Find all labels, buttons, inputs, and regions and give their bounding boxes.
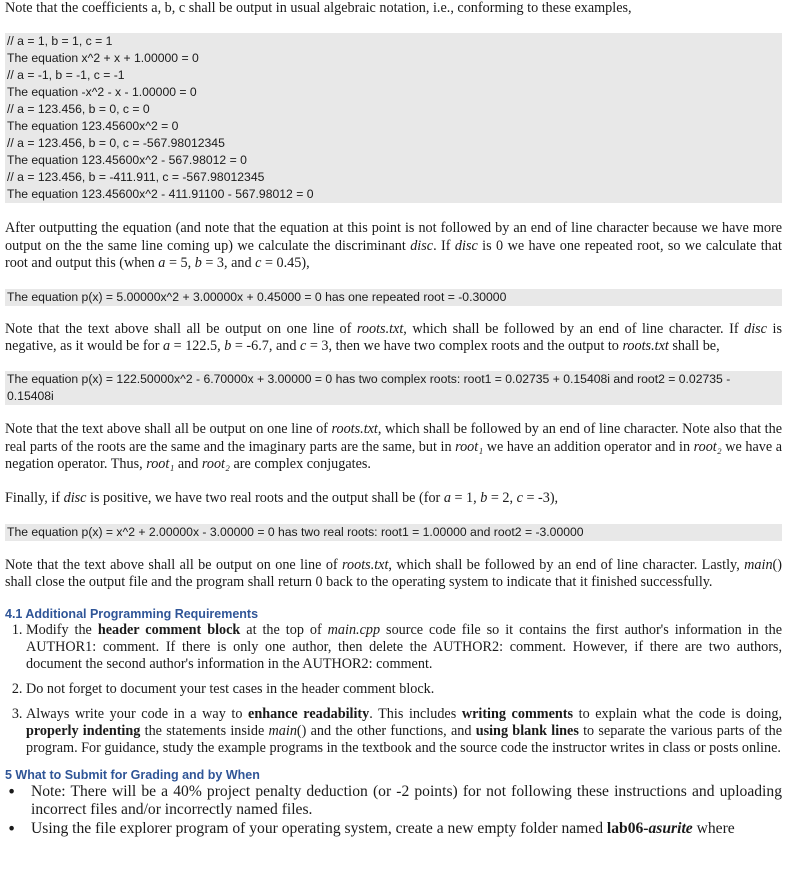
text-run: . If (433, 237, 455, 254)
list-item (31, 820, 782, 839)
code-line: The equation p(x) = x^2 + 2.00000x - 3.00000 = 0 has two real roots: root1 = 1.00000 and root2 = -3.00000 (7, 525, 584, 540)
text-run: root₂ (201, 456, 230, 473)
text-run: , which shall be followed by an end of line character. Note also that the real parts of the roots are the same and the imaginary parts are the same, but in (5, 421, 783, 455)
text-run: shall be, (668, 338, 720, 355)
text-run: lab06- (606, 819, 649, 837)
text-run: = 5, (165, 255, 195, 272)
text-run: = 122.5, (170, 338, 225, 355)
text-run: Note that the text above shall all be output on one line of (5, 421, 332, 438)
text-run: a (163, 338, 171, 355)
text-run: root₁ (455, 438, 484, 455)
conjugates-paragraph (5, 421, 782, 473)
code-line: The equation 123.45600x^2 - 411.91100 - 567.98012 = 0 (7, 187, 314, 202)
text-run: source code file so it contains the first author's information in the AUTHOR1: comment. If there is only one author, then delete the AUTHOR2: comment. However, if there are two authors, document the second author's information in the AUTHOR2: comment. (26, 621, 782, 672)
repeated-root-code-block (5, 289, 782, 306)
text-run: a (443, 489, 451, 506)
text-run: root₁ (146, 456, 175, 473)
text-run: = 0.45), (261, 255, 310, 272)
code-line: The equation 123.45600x^2 - 567.98012 = 0 (7, 153, 247, 168)
text-run: properly indenting (26, 722, 141, 739)
text-run: main (268, 722, 297, 739)
text-run: roots.txt (622, 338, 669, 355)
text-run: = 2, (487, 489, 517, 506)
text-run: is negative, as it would be for (5, 320, 782, 355)
list-item: • Note: There will be a 40% project penalty deduction (or -2 points) for not following these instructions and uploading incorrect files and/or incorrectly named files. (31, 783, 782, 820)
section-heading-5: 5 What to Submit for Grading and by When (5, 767, 260, 782)
text-run: () and the other functions, and (296, 722, 476, 739)
text-run: = -6.7, and (231, 338, 300, 355)
complex-paragraph (5, 321, 782, 356)
code-line: The equation 123.45600x^2 = 0 (7, 119, 179, 134)
text-run: After outputting the equation (and note that the equation at this point is not followed by an end of line character because we have more output on the the same line coming up) we calculate the discriminant (5, 220, 782, 254)
text-run: disc (63, 489, 87, 506)
text-run: a (158, 255, 166, 272)
text-run: c (516, 489, 523, 506)
code-line: // a = 123.456, b = 0, c = 0 (7, 102, 150, 117)
text-run: using blank lines (475, 722, 579, 739)
text-run: disc (410, 237, 434, 254)
code-line: // a = -1, b = -1, c = -1 (7, 68, 125, 83)
text-run: is 0 we have one repeated root, so we calculate that root and output this (when (5, 237, 782, 272)
text-run: b (480, 489, 488, 506)
text-run: and (174, 456, 202, 473)
text-run: disc (744, 320, 767, 337)
text-run: header comment block (97, 621, 241, 638)
section-heading-4-1: 4.1 Additional Programming Requirements (5, 606, 259, 621)
text-run: disc (454, 237, 478, 254)
requirements-list (5, 622, 782, 757)
text-run: are complex conjugates. (229, 456, 371, 473)
text-run: = 1, (450, 489, 481, 506)
text-run: enhance readability (248, 705, 370, 722)
real-roots-paragraph (5, 490, 782, 507)
code-line: The equation p(x) = 122.50000x^2 - 6.70000x + 3.00000 = 0 has two complex roots: root1 = 0.02735 + 0.15408i and root2 = 0.02735 - 0.15408i (7, 372, 734, 404)
code-line: // a = 123.456, b = 0, c = -567.98012345 (7, 136, 225, 151)
text-run: b (224, 338, 232, 355)
list-item: 2. Do not forget to document your test cases in the header comment block. (26, 681, 782, 698)
submission-list (5, 783, 782, 839)
examples-code-block (5, 33, 782, 203)
code-line: The equation p(x) = 5.00000x^2 + 3.00000x + 0.45000 = 0 has one repeated root = -0.30000 (7, 289, 507, 304)
text-run: writing comments (461, 705, 574, 722)
code-line: // a = 1, b = 1, c = 1 (7, 34, 113, 49)
text-run: where (692, 819, 735, 837)
code-line: // a = 123.456, b = -411.911, c = -567.98012345 (7, 170, 265, 185)
text-run: = -3), (522, 489, 559, 506)
text-run: at the top of (240, 621, 328, 638)
text-run: c (300, 338, 307, 355)
text-run: Always write your code in a way to (26, 705, 249, 722)
text-run: asurite (648, 819, 693, 837)
text-run: . This includes (369, 705, 462, 722)
text-run: Finally, if (5, 489, 64, 506)
text-run: c (255, 255, 262, 272)
text-run: roots.txt (356, 320, 404, 337)
text-run: root₂ (693, 438, 722, 455)
text-run: roots.txt (342, 557, 389, 574)
text-run: is positive, we have two real roots and the output shall be (for (86, 489, 444, 506)
text-run: the statements inside (140, 722, 269, 739)
list-item (26, 622, 782, 673)
text-run: roots.txt (331, 421, 378, 438)
text-run: to explain what the code is doing, (573, 705, 782, 722)
list-item (26, 706, 782, 757)
text-run: Note that the text above shall all be output on one line of (5, 320, 357, 337)
code-line: The equation -x^2 - x - 1.00000 = 0 (7, 85, 197, 100)
discriminant-paragraph (5, 220, 782, 272)
lastly-paragraph (5, 557, 782, 592)
text-run: b (194, 255, 202, 272)
text-run: Modify the (26, 621, 98, 638)
text-run: Note that the text above shall all be output on one line of (5, 557, 343, 574)
text-run: to separate the various parts of the program. For guidance, study the example programs in the textbook and the source code the instructor writes in class or posts online. (26, 722, 782, 756)
text-run: = 3, then we have two complex roots and the output to (306, 338, 623, 355)
intro-paragraph: Note that the coefficients a, b, c shall be output in usual algebraic notation, i.e., conforming to these examples, (5, 0, 632, 16)
real-roots-code-block (5, 524, 782, 541)
text-run: , which shall be followed by an end of line character. If (403, 320, 745, 337)
text-run: main.cpp (327, 621, 381, 638)
text-run: () shall close the output file and the program shall return 0 back to the operating system to indicate that it finished successfully. (5, 557, 782, 591)
text-run: = 3, and (201, 255, 256, 272)
text-run: we have an addition operator and in (483, 438, 694, 455)
text-run: main (744, 557, 773, 574)
complex-roots-code-block (5, 371, 782, 405)
text-run: Using the file explorer program of your operating system, create a new empty folder named (31, 819, 607, 837)
code-line: The equation x^2 + x + 1.00000 = 0 (7, 51, 199, 66)
text-run: we have a negation operator. Thus, (5, 438, 782, 473)
text-run: , which shall be followed by an end of line character. Lastly, (388, 557, 745, 574)
